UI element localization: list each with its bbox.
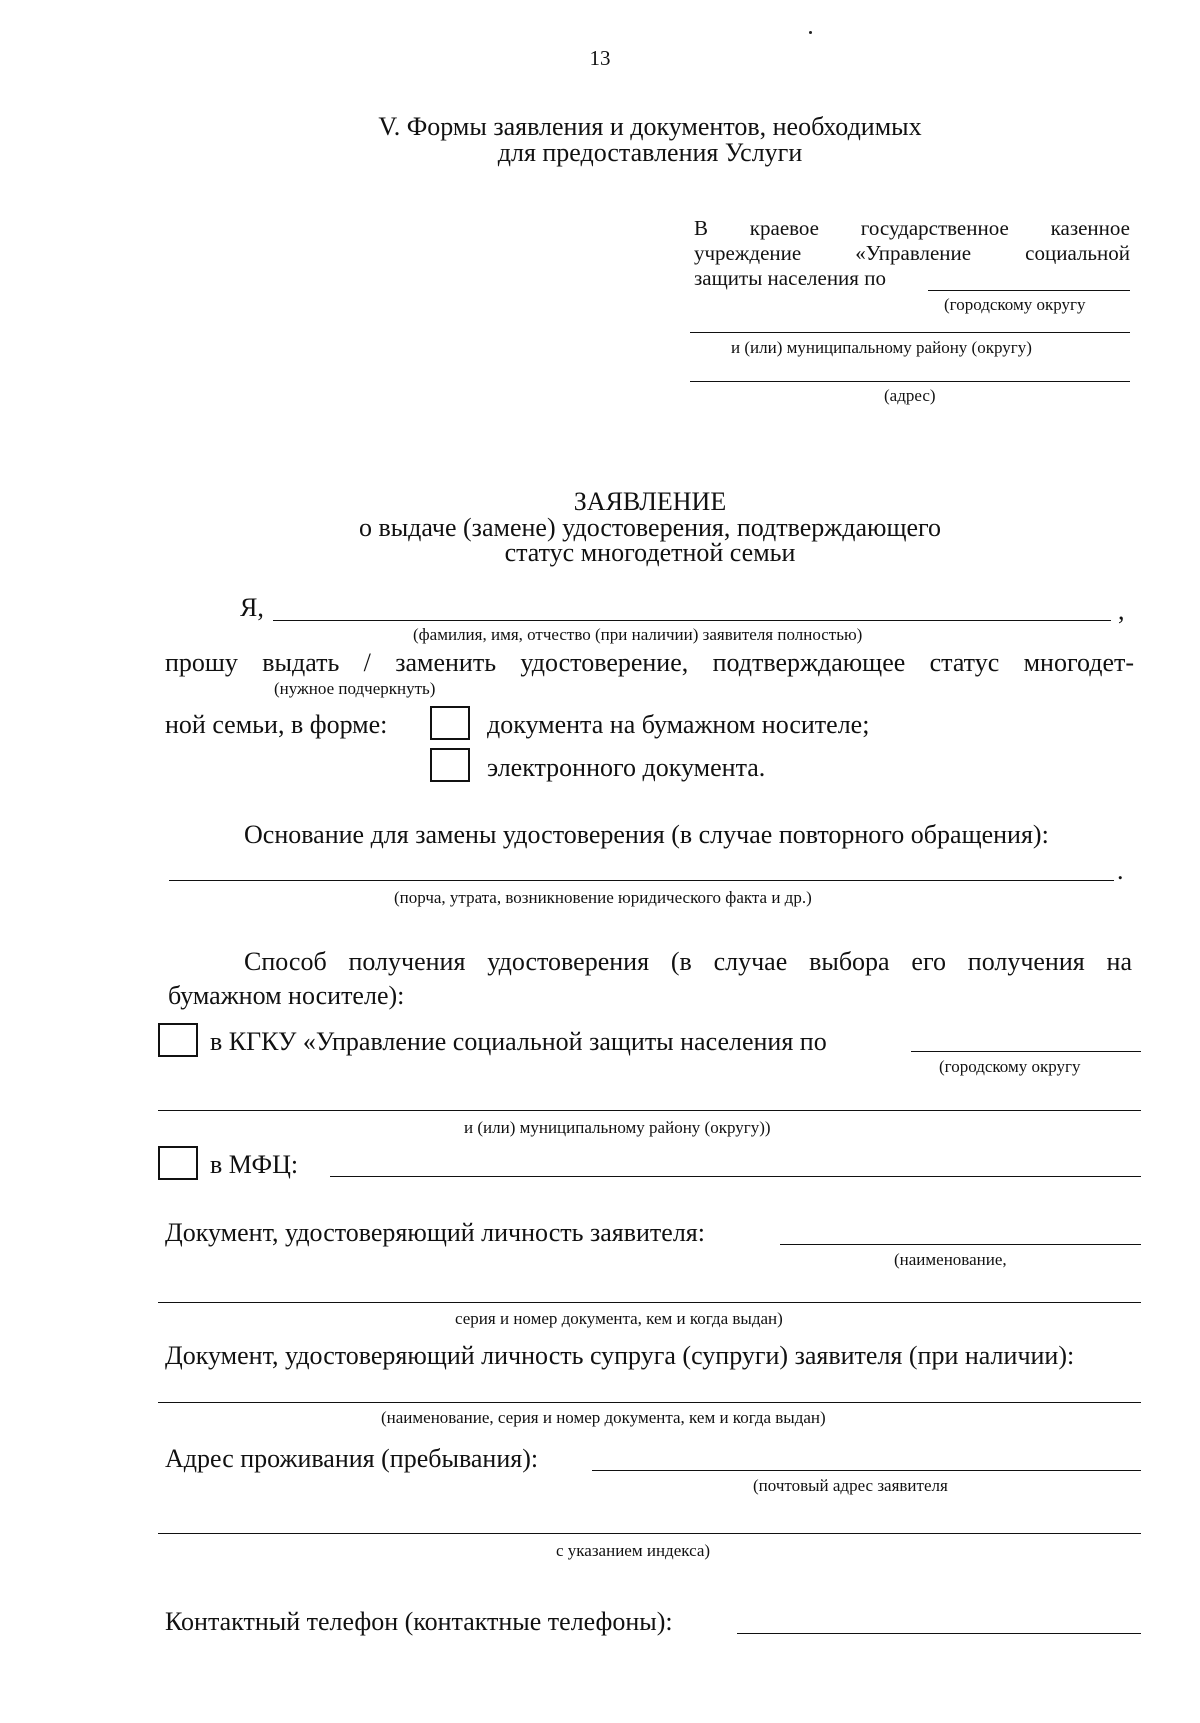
addressee-line2: учреждение «Управление социальной (694, 241, 1130, 265)
spouse-doc-label: Документ, удостоверяющий личность супруга (супруги) заявителя (при наличии): (165, 1341, 1075, 1370)
option-mfc: в МФЦ: (210, 1150, 299, 1179)
replacement-end: . (1117, 856, 1124, 885)
addressee-line1: В краевое государственное казенное (694, 216, 1130, 240)
request-hint: (нужное подчеркнуть) (274, 679, 436, 698)
section-title-line1: V. Формы заявления и документов, необходимых (378, 112, 922, 141)
replacement-hint: (порча, утрата, возникновение юридического факта и др.) (394, 888, 812, 907)
addressee-municipal-field[interactable] (690, 332, 1130, 333)
replacement-reason-field[interactable] (169, 880, 1114, 881)
kgku-municipal-field[interactable] (158, 1110, 1141, 1111)
identity-doc-hint2: серия и номер документа, кем и когда выдан) (455, 1309, 783, 1328)
addressee-hint-district: (городскому округу (944, 295, 1086, 314)
request-line1: прошу выдать / заменить удостоверение, подтверждающее статус многодет- (165, 648, 1134, 677)
address-hint1: (почтовый адрес заявителя (753, 1476, 948, 1495)
address-hint2: с указанием индекса) (556, 1541, 711, 1560)
receiving-line1: Способ получения удостоверения (в случае выбора его получения на (244, 947, 1132, 976)
kgku-district-field[interactable] (911, 1051, 1141, 1052)
spouse-doc-field[interactable] (158, 1402, 1141, 1403)
phone-label: Контактный телефон (контактные телефоны): (165, 1607, 673, 1636)
mfc-field[interactable] (330, 1176, 1141, 1177)
checkbox-mfc[interactable] (158, 1146, 198, 1180)
identity-doc-name-field[interactable] (780, 1244, 1141, 1245)
scan-speck (809, 31, 812, 34)
address-postal-field[interactable] (592, 1470, 1141, 1471)
applicant-suffix: , (1118, 596, 1125, 625)
option-paper-document: документа на бумажном носителе; (487, 710, 870, 739)
address-label: Адрес проживания (пребывания): (165, 1444, 539, 1473)
replacement-label: Основание для замены удостоверения (в случае повторного обращения): (244, 820, 1049, 849)
request-line2-prefix: ной семьи, в форме: (165, 710, 388, 739)
addressee-address-field[interactable] (690, 381, 1130, 382)
spouse-doc-hint: (наименование, серия и номер документа, кем и когда выдан) (381, 1408, 826, 1427)
applicant-prefix: Я, (240, 593, 264, 622)
identity-doc-details-field[interactable] (158, 1302, 1141, 1303)
document-subtitle-line1: о выдаче (замене) удостоверения, подтверждающего (358, 513, 942, 542)
applicant-name-field[interactable] (273, 620, 1111, 621)
address-index-field[interactable] (158, 1533, 1141, 1534)
checkbox-electronic-document[interactable] (430, 748, 470, 782)
checkbox-kgku[interactable] (158, 1023, 198, 1057)
kgku-hint-district: (городскому округу (939, 1057, 1081, 1076)
option-electronic-document: электронного документа. (487, 753, 766, 782)
addressee-hint-address: (адрес) (884, 386, 936, 405)
applicant-name-hint: (фамилия, имя, отчество (при наличии) заявителя полностью) (413, 625, 863, 644)
section-title-line2: для предоставления Услуги (497, 138, 803, 167)
identity-doc-hint1: (наименование, (894, 1250, 1007, 1269)
addressee-line3: защиты населения по (694, 266, 886, 290)
addressee-hint-municipal: и (или) муниципальному району (округу) (731, 338, 1032, 357)
identity-doc-label: Документ, удостоверяющий личность заявителя: (165, 1218, 705, 1247)
option-kgku: в КГКУ «Управление социальной защиты населения по (210, 1027, 827, 1056)
receiving-line2: бумажном носителе): (168, 981, 405, 1010)
addressee-district-field[interactable] (928, 290, 1130, 291)
document-subtitle-line2: статус многодетной семьи (504, 538, 796, 567)
page-number: 13 (589, 46, 611, 70)
document-title: ЗАЯВЛЕНИЕ (573, 487, 727, 516)
checkbox-paper-document[interactable] (430, 706, 470, 740)
phone-field[interactable] (737, 1633, 1141, 1634)
kgku-hint-municipal: и (или) муниципальному району (округу)) (464, 1118, 771, 1137)
